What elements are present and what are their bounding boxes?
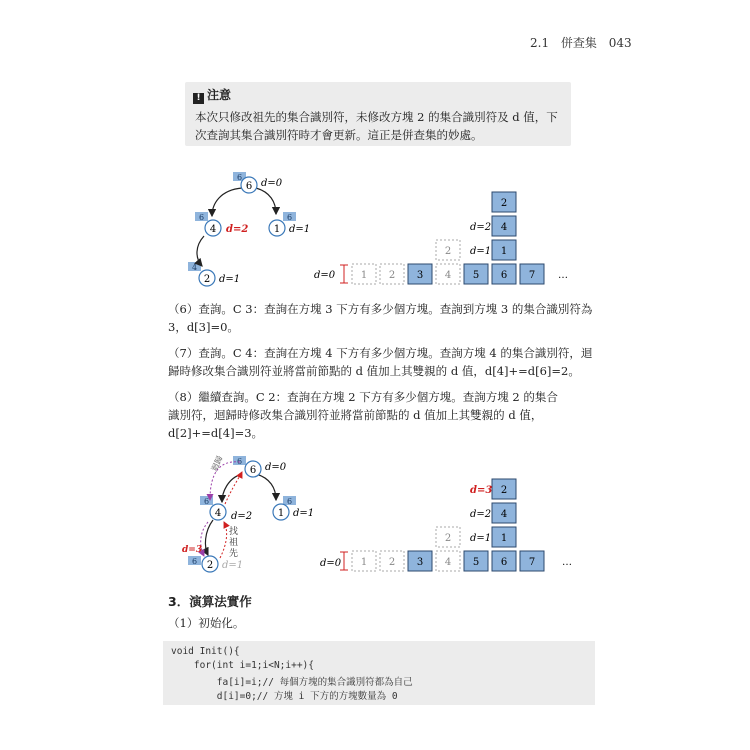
code-line: void Init(){	[171, 646, 240, 657]
tag-label: 6	[191, 557, 198, 566]
para-line: （8）繼續查詢。C 2：查詢在方塊 2 下方有多少個方塊。查詢方塊 2 的集合	[168, 390, 558, 404]
d-label: d=1	[289, 224, 311, 235]
box-label: 4	[500, 509, 508, 520]
tag-label: 6	[286, 213, 293, 222]
tag-label: 6	[203, 497, 210, 506]
find-path	[225, 472, 242, 504]
box-label: 2	[444, 246, 452, 257]
d-label: d=2	[231, 511, 253, 522]
box-label: 4	[500, 222, 508, 233]
floor-marker	[340, 552, 348, 570]
floor-marker	[340, 265, 348, 283]
para-line: （6）查詢。C 3：查詢在方塊 3 下方有多少個方塊。查詢到方塊 3 的集合識別符為	[168, 302, 593, 316]
d-label: d=2	[226, 224, 249, 235]
tree-edge	[205, 520, 213, 555]
note-box	[185, 82, 571, 146]
d-label: d=0	[265, 462, 287, 473]
box-label: 4	[444, 270, 452, 281]
tree-edge	[256, 474, 276, 500]
note-line: 本次只修改祖先的集合識別符，未修改方塊 2 的集合識別符及 d 值，下	[195, 110, 558, 124]
row-d-label: d=0	[314, 270, 336, 281]
code-line: for(int i=1;i<N;i++){	[171, 660, 314, 671]
box-label: 6	[500, 557, 508, 568]
find-label-1: 找	[229, 527, 239, 537]
stack-d-label: d=1	[470, 533, 492, 544]
tag-label: 6	[236, 173, 243, 182]
return-label: 迴歸	[209, 454, 225, 473]
box-label: 2	[388, 557, 396, 568]
node-label: 1	[277, 508, 285, 519]
box-label: 6	[500, 270, 508, 281]
code-block	[163, 641, 595, 705]
find-label-3: 先	[229, 549, 239, 559]
box-label: 5	[472, 557, 480, 568]
tree-edge	[212, 188, 242, 216]
note-title-text: 注意	[207, 88, 232, 102]
paragraph-7	[168, 344, 598, 380]
paragraph-8	[168, 388, 598, 442]
para-line: d[2]+=d[4]=3。	[168, 426, 264, 440]
box-label: 1	[500, 246, 508, 257]
box-label: 2	[444, 533, 452, 544]
tag-label: 6	[236, 457, 243, 466]
code-line: d[i]=0;// 方塊 i 下方的方塊數量為 0	[171, 691, 398, 702]
tag-label: 6	[198, 213, 205, 222]
tree-edge	[197, 236, 204, 266]
box-label: 2	[500, 198, 508, 209]
tree-edge	[256, 188, 276, 214]
find-path	[220, 522, 227, 558]
node-label: 6	[245, 181, 253, 192]
box-label: 1	[360, 270, 368, 281]
section-title: 併查集	[560, 36, 597, 50]
box-label: 3	[416, 270, 424, 281]
stack-d-label: d=1	[470, 246, 492, 257]
para-line: 歸時修改集合識別符並將當前節點的 d 值加上其雙親的 d 值，d[4]+=d[6]=2。	[168, 364, 580, 378]
para-line: 3，d[3]=0。	[168, 320, 239, 334]
box-label: 1	[360, 557, 368, 568]
find-label-2: 祖	[229, 538, 239, 548]
node-label: 1	[273, 224, 281, 235]
section-heading: 3．演算法實作	[168, 594, 252, 609]
warning-icon: !	[193, 93, 204, 104]
node-label: 2	[206, 560, 214, 571]
node-label: 4	[214, 508, 222, 519]
box-label: 2	[388, 270, 396, 281]
tag-label: 4	[191, 263, 198, 272]
box-label: 7	[528, 270, 536, 281]
paragraph-6	[168, 300, 598, 336]
note-body	[195, 108, 565, 144]
para-line: （7）查詢。C 4：查詢在方塊 4 下方有多少個方塊。查詢方塊 4 的集合識別符，迴	[168, 346, 593, 360]
row-d-label: d=0	[320, 558, 342, 569]
box-label: 3	[416, 557, 424, 568]
para-line: 識別符，迴歸時修改集合識別符並將當前節點的 d 值加上其雙親的 d 值，	[168, 408, 543, 422]
d-label: d=0	[261, 178, 283, 189]
figure-1	[180, 168, 600, 293]
d-label: d=1	[219, 274, 241, 285]
node-label: 2	[203, 274, 211, 285]
d-label: d=1	[293, 508, 315, 519]
page-header	[530, 34, 640, 51]
box-label: 7	[528, 557, 536, 568]
note-line: 次查詢其集合識別符時才會更新。這正是併查集的妙處。	[195, 128, 483, 142]
figure-2	[180, 452, 600, 577]
code-line: fa[i]=i;// 每個方塊的集合識別符都為自己	[171, 677, 413, 688]
stack-d-label: d=3	[470, 485, 493, 496]
node-label: 4	[209, 224, 217, 235]
node-label: 6	[249, 465, 257, 476]
box-label: 1	[500, 533, 508, 544]
box-label: 4	[444, 557, 452, 568]
box-label: 5	[472, 270, 480, 281]
step-1: （1）初始化。	[168, 616, 245, 630]
ellipsis: …	[558, 270, 568, 281]
section-number: 2.1	[530, 36, 550, 50]
stack-d-label: d=2	[470, 509, 492, 520]
stack-d-label: d=2	[470, 222, 492, 233]
d-label-new: d=3	[182, 545, 203, 555]
tag-label: 6	[286, 497, 293, 506]
d-label-old: d=1	[222, 560, 244, 571]
page-number: 043	[608, 36, 632, 50]
box-label: 2	[500, 485, 508, 496]
ellipsis: …	[562, 557, 572, 568]
note-title	[193, 86, 231, 104]
